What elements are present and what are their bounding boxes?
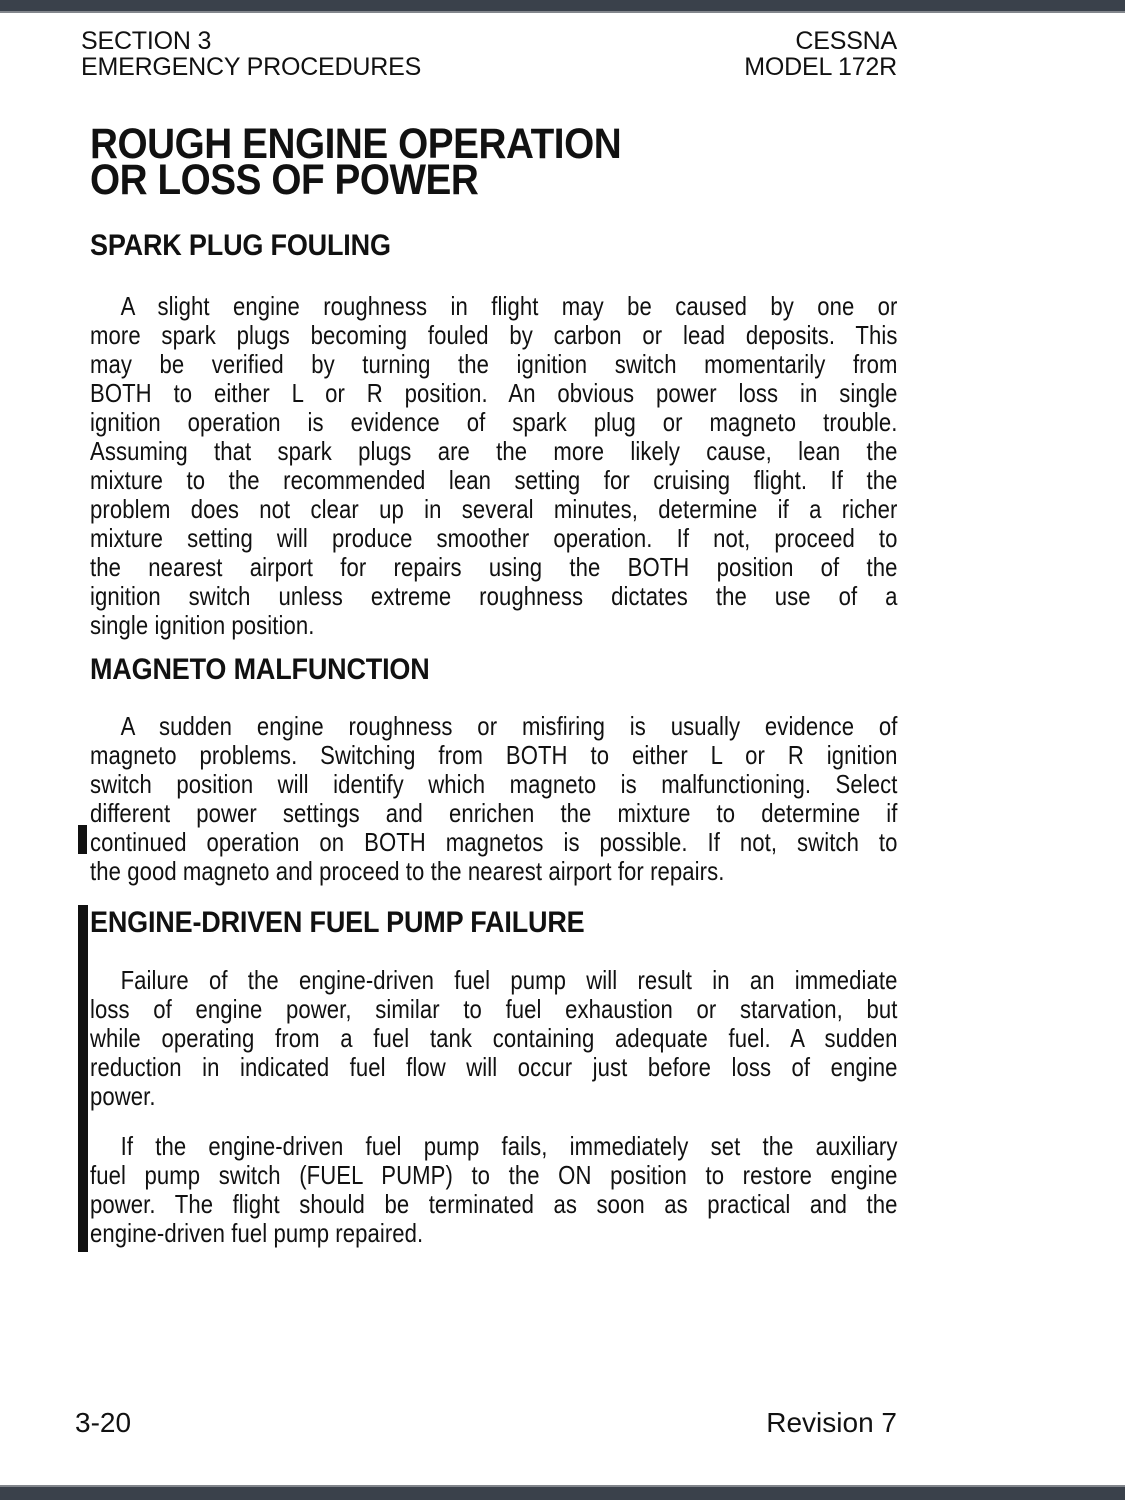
paragraph-fuel-pump-failure-2: If the engine-driven fuel pump fails, immediately set the auxiliary fuel pump switch (FUEL PUMP) to the ON position to restore engine power. The flight should be terminated as soon as practical and the engine-driven fuel pump repaired.	[90, 1131, 898, 1248]
page-footer	[75, 1408, 897, 1438]
top-frame-edge	[0, 11, 1125, 13]
header-brand: CESSNA	[795, 27, 897, 55]
paragraph-fuel-pump-failure-1: Failure of the engine-driven fuel pump will result in an immediate loss of engine power, similar to fuel exhaustion or starvation, but while operating from a fuel tank containing adequate fuel. A sudden reduction in indicated fuel flow will occur just before loss of engine power.	[90, 965, 898, 1111]
paragraph-spark-plug-fouling: A slight engine roughness in flight may be caused by one or more spark plugs becoming fouled by carbon or lead deposits. This may be verified by turning the ignition switch momentarily from BOTH to either L or R position. An obvious power loss in single ignition operation is evidence of spark plug or magneto trouble. Assuming that spark plugs are the more likely cause, lean the mixture to the recommended lean setting for cruising flight. If the problem does not clear up in several minutes, determine if a richer mixture setting will produce smoother operation. If not, proceed to the nearest airport for repairs using the BOTH position of the ignition switch unless extreme roughness dictates the use of a single ignition position.	[90, 291, 898, 640]
header-left	[81, 28, 421, 80]
header-chapter: EMERGENCY PROCEDURES	[81, 53, 422, 81]
top-frame-bar	[0, 0, 1125, 11]
heading-engine-driven-fuel-pump-failure: ENGINE-DRIVEN FUEL PUMP FAILURE	[90, 906, 585, 939]
paragraph-magneto-malfunction: A sudden engine roughness or misfiring is usually evidence of magneto problems. Switching from BOTH to either L or R ignition switch position will identify which magneto is malfunctioning. Select different power settings and enrichen the mixture to determine if continued operation on BOTH magnetos is possible. If not, switch to the good magneto and proceed to the nearest airport for repairs.	[90, 711, 898, 886]
header-section: SECTION 3	[81, 27, 212, 55]
bottom-frame-bar	[0, 1487, 1125, 1500]
page-title: ROUGH ENGINE OPERATION OR LOSS OF POWER	[90, 120, 622, 204]
heading-spark-plug-fouling: SPARK PLUG FOULING	[90, 229, 391, 262]
revision-change-bar	[78, 905, 88, 1252]
page-header	[81, 28, 897, 80]
header-right	[744, 28, 897, 80]
header-model: MODEL 172R	[744, 53, 897, 81]
revision-change-bar	[78, 825, 87, 854]
footer-revision: Revision 7	[766, 1407, 897, 1438]
footer-page-number: 3-20	[75, 1407, 132, 1438]
heading-magneto-malfunction: MAGNETO MALFUNCTION	[90, 653, 430, 686]
